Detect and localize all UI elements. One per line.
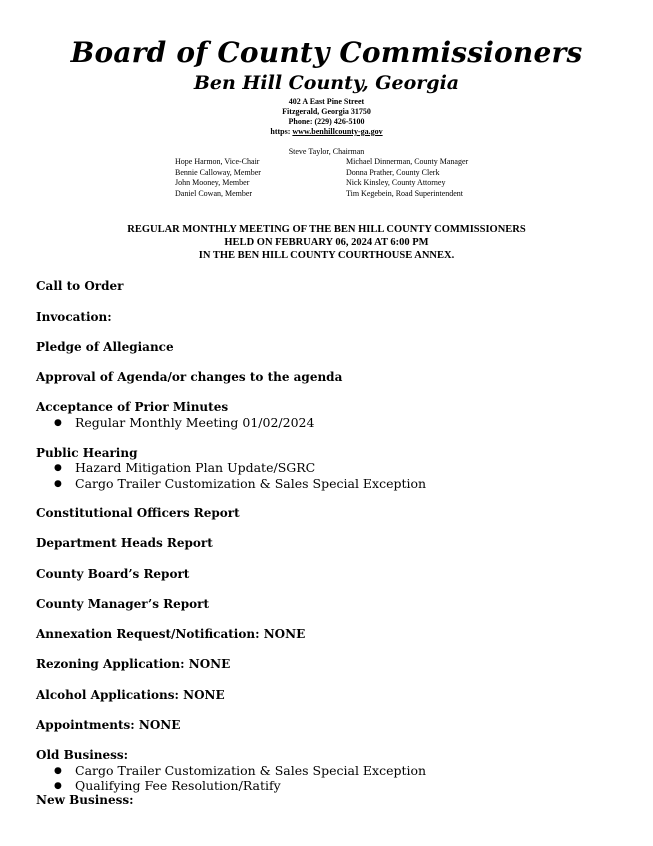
section-county-manager: County Manager’s Report	[36, 597, 210, 611]
roster-staff: Michael Dinnerman, County Manager	[346, 157, 469, 166]
roster-left	[175, 157, 261, 199]
meeting-heading-line1: REGULAR MONTHLY MEETING OF THE BEN HILL COUNTY COMMISSIONERS	[127, 224, 526, 235]
roster-member: Bennie Calloway, Member	[175, 167, 261, 177]
section-approval-of-agenda: Approval of Agenda/or changes to the agenda	[36, 370, 343, 384]
website-line	[0, 127, 653, 137]
county-subtitle: Ben Hill County, Georgia	[193, 72, 460, 94]
list-item: ● Hazard Mitigation Plan Update/SGRC	[54, 460, 316, 475]
roster-member: Daniel Cowan, Member	[175, 188, 253, 198]
website-prefix: https:	[270, 127, 293, 136]
bullet-icon: ●	[54, 766, 62, 776]
meeting-heading-line3: IN THE BEN HILL COUNTY COURTHOUSE ANNEX.	[198, 250, 455, 261]
section-old-business: Old Business:	[36, 748, 129, 762]
section-rezoning: Rezoning Application: NONE	[36, 657, 231, 671]
roster-member: Hope Harmon, Vice-Chair	[175, 157, 260, 166]
street-address: 402 A East Pine Street	[288, 97, 365, 106]
chairman: Steve Taylor, Chairman	[288, 147, 365, 156]
section-department-heads: Department Heads Report	[36, 536, 213, 550]
section-prior-minutes: Acceptance of Prior Minutes	[36, 400, 229, 414]
board-title: Board of County Commissioners	[70, 36, 583, 69]
list-item: ● Regular Monthly Meeting 01/02/2024	[54, 415, 315, 430]
section-pledge: Pledge of Allegiance	[36, 340, 174, 354]
bullet-icon: ●	[54, 479, 62, 489]
section-annexation: Annexation Request/Notification: NONE	[36, 627, 306, 641]
roster-right	[346, 157, 468, 199]
meeting-heading-line2: HELD ON FEBRUARY 06, 2024 AT 6:00 PM	[224, 237, 429, 248]
list-item: ● Qualifying Fee Resolution/Ratify	[54, 778, 281, 793]
bullet-icon: ●	[54, 781, 62, 791]
section-appointments: Appointments: NONE	[36, 718, 181, 732]
bullet-icon: ●	[54, 418, 62, 428]
roster-staff: Nick Kinsley, County Attorney	[346, 178, 446, 187]
website-link[interactable]: www.benhillcounty-ga.gov	[292, 127, 383, 136]
section-public-hearing: Public Hearing	[36, 446, 138, 460]
section-call-to-order: Call to Order	[36, 279, 124, 293]
roster-staff: Donna Prather, County Clerk	[346, 167, 440, 177]
roster-member: John Mooney, Member	[175, 178, 250, 187]
section-county-board: County Board’s Report	[36, 567, 190, 581]
bullet-icon: ●	[54, 463, 62, 473]
phone-number: Phone: (229) 426-5100	[288, 117, 365, 126]
roster-staff: Tim Kegebein, Road Superintendent	[346, 188, 464, 198]
section-new-business: New Business:	[36, 793, 134, 807]
list-item: ● Cargo Trailer Customization & Sales Special Exception	[54, 763, 427, 778]
section-invocation: Invocation:	[36, 310, 112, 324]
list-item: ● Cargo Trailer Customization & Sales Special Exception	[54, 476, 427, 491]
city-state-zip: Fitzgerald, Georgia 31750	[282, 107, 371, 116]
section-alcohol: Alcohol Applications: NONE	[36, 688, 225, 702]
section-constitutional-officers: Constitutional Officers Report	[36, 506, 240, 520]
